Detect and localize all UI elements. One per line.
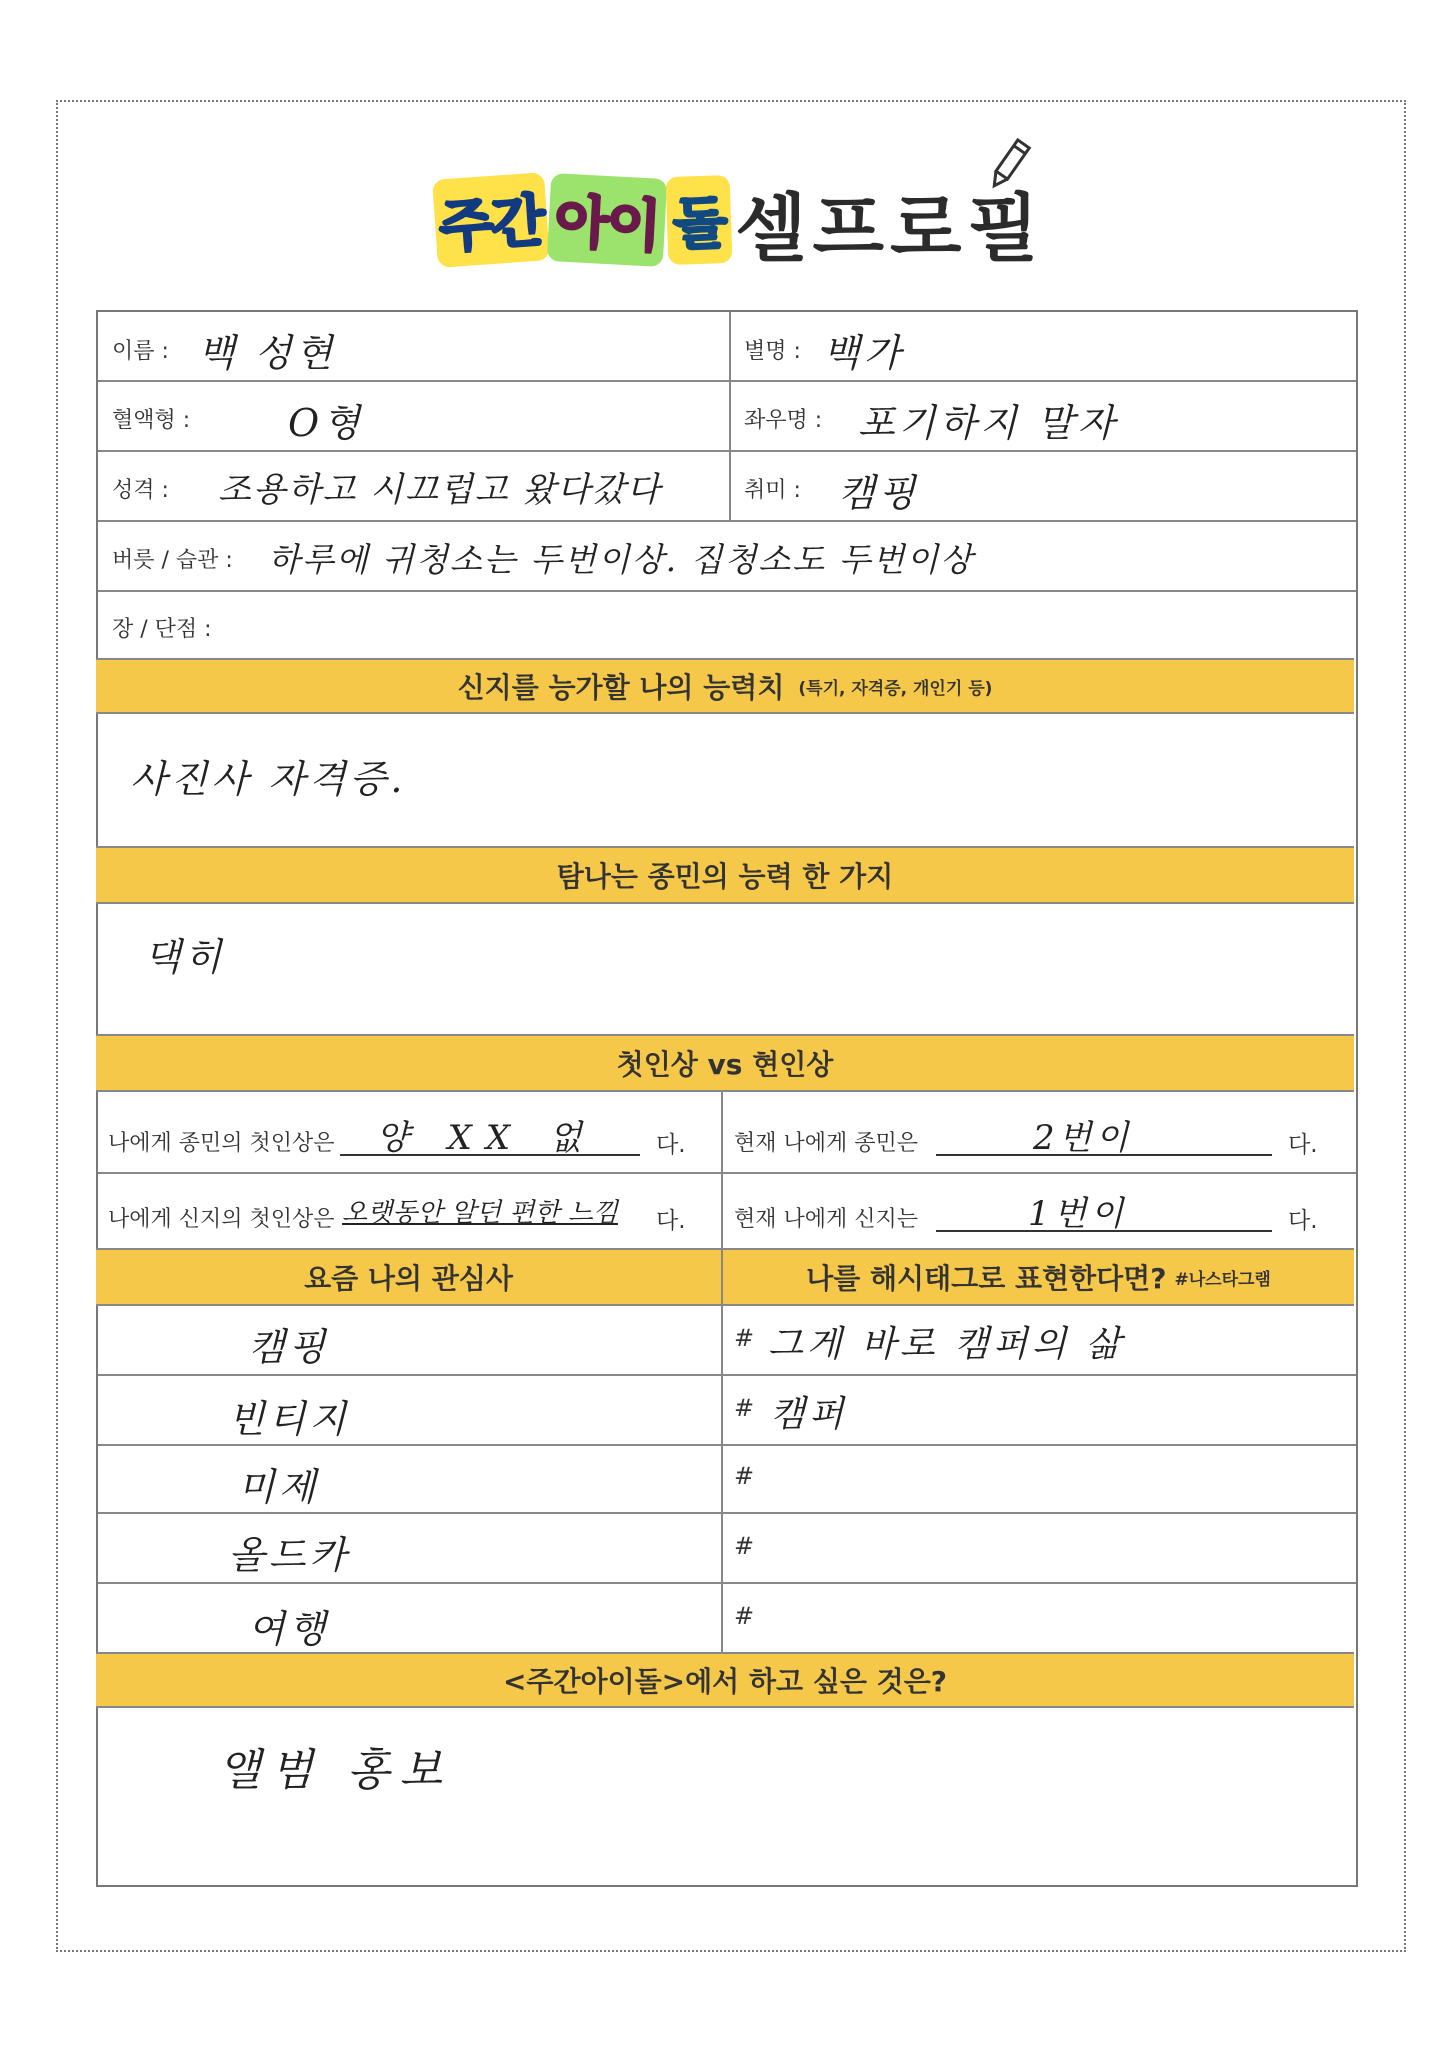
pencil-icon: [985, 135, 1035, 195]
personality-label: 성격 :: [112, 478, 169, 503]
logo-part-3: 돌: [666, 175, 733, 265]
weekly-idol-logo: [435, 170, 732, 270]
wish-answer: [98, 1708, 1356, 1885]
row-personality: [98, 450, 1356, 522]
jongmin-first-value: 양 XX 없: [376, 1118, 596, 1158]
shinji-now-value: 1번이: [1028, 1194, 1128, 1234]
hobby-label: 취미 :: [744, 478, 801, 503]
name-label: 이름 :: [112, 339, 169, 364]
ability-title: 신지를 능가할 나의 능력치: [457, 671, 785, 704]
blood-type-label: 혈액형 :: [112, 408, 191, 433]
row-blood: [98, 380, 1356, 452]
ability-value: 사진사 자격증.: [130, 757, 407, 801]
row-strengths: [98, 590, 1356, 658]
hashtag-prefix: #: [734, 1602, 755, 1630]
personality-value: 조용하고 시끄럽고 왔다갔다: [218, 470, 662, 510]
hashtag-item: 캠퍼: [770, 1394, 848, 1435]
interests-title: 요즘 나의 관심사: [304, 1262, 513, 1295]
ability-section-header: [96, 658, 1354, 714]
motto-value: 포기하지 말자: [858, 401, 1119, 445]
blood-type-value: O형: [288, 401, 364, 445]
hashtag-prefix: #: [734, 1462, 755, 1490]
interests-section-header: [96, 1248, 723, 1306]
logo-part-1: 주간: [432, 172, 550, 268]
nickname-label: 별명 :: [744, 339, 801, 364]
row-name: [98, 312, 1356, 382]
covet-section-header: [96, 846, 1354, 904]
shinji-first-value: 오랫동안 알던 편한 느낌: [342, 1198, 618, 1228]
jongmin-now-value: 2번이: [1033, 1118, 1133, 1158]
interest-row: [98, 1374, 1356, 1446]
interest-item: 미제: [238, 1465, 320, 1509]
interest-row: [98, 1512, 1356, 1584]
hashtag-prefix: #: [734, 1324, 755, 1352]
name-value: 백 성현: [198, 331, 337, 375]
hashtags-title: 나를 해시태그로 표현한다면?: [806, 1262, 1167, 1295]
row-habit: [98, 520, 1356, 592]
interest-row: [98, 1444, 1356, 1514]
impression-section-header: [96, 1034, 1354, 1092]
covet-title: 탐나는 종민의 능력 한 가지: [556, 860, 894, 893]
ability-subtitle: (특기, 자격증, 개인기 등): [798, 678, 993, 699]
jongmin-first-label: 나에게 종민의 첫인상은: [108, 1131, 335, 1156]
hashtag-prefix: #: [734, 1532, 755, 1560]
row-impression-shinji: [98, 1172, 1356, 1248]
profile-form: [96, 310, 1358, 1887]
impression-title: 첫인상 vs 현인상: [616, 1048, 834, 1081]
hashtags-section-header: [723, 1248, 1354, 1306]
jongmin-first-suffix: 다.: [656, 1132, 686, 1158]
wish-title: <주간아이돌>에서 하고 싶은 것은?: [502, 1665, 948, 1698]
jongmin-now-label: 현재 나에게 종민은: [734, 1131, 919, 1156]
hashtags-title-tag: #나스타그램: [1174, 1269, 1271, 1290]
shinji-now-label: 현재 나에게 신지는: [734, 1207, 919, 1232]
interest-row: [98, 1582, 1356, 1652]
habit-value: 하루에 귀청소는 두번이상. 집청소도 두번이상: [268, 540, 975, 579]
interest-item: 여행: [248, 1607, 330, 1651]
shinji-first-suffix: 다.: [656, 1208, 686, 1234]
interest-item: 올드카: [228, 1533, 351, 1577]
hashtag-prefix: #: [734, 1394, 755, 1422]
page-title: 셀프로필: [735, 186, 1045, 272]
interest-item: 빈티지: [228, 1397, 351, 1441]
interest-row: [98, 1306, 1356, 1376]
wish-section-header: [96, 1652, 1354, 1708]
strengths-label: 장 / 단점 :: [112, 617, 212, 642]
logo-part-2: 아이: [547, 173, 668, 267]
row-impression-jongmin: [98, 1092, 1356, 1174]
shinji-now-suffix: 다.: [1288, 1208, 1318, 1234]
wish-value: 앨범 홍보: [218, 1745, 453, 1796]
jongmin-now-suffix: 다.: [1288, 1132, 1318, 1158]
interest-item: 캠핑: [248, 1325, 330, 1369]
shinji-first-label: 나에게 신지의 첫인상은: [108, 1207, 335, 1232]
ability-answer: [98, 714, 1356, 846]
hobby-value: 캠핑: [838, 471, 920, 515]
nickname-value: 백가: [823, 331, 905, 375]
habit-label: 버릇 / 습관 :: [112, 548, 233, 573]
hashtag-item: 그게 바로 캠퍼의 삶: [768, 1324, 1125, 1365]
covet-answer: [98, 904, 1356, 1034]
covet-value: 댁히: [144, 935, 226, 979]
motto-label: 좌우명 :: [744, 408, 823, 433]
